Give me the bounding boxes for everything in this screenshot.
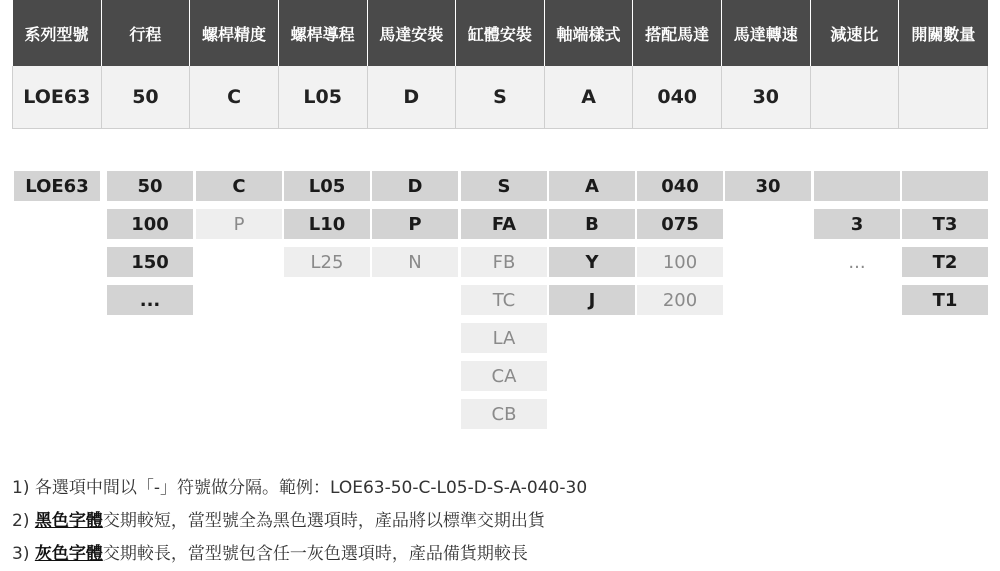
- option-col4-row1: L05: [284, 171, 370, 201]
- note-3: [12, 538, 988, 571]
- notes-list: [12, 472, 988, 571]
- option-col6-row1: S: [461, 171, 547, 201]
- option-col3-row2: P: [196, 209, 282, 239]
- example-row: [13, 66, 988, 129]
- option-col5-row2: P: [372, 209, 458, 239]
- option-col7-row4: J: [549, 285, 635, 315]
- option-col8-row4: 200: [637, 285, 723, 315]
- option-col11-row1: [902, 171, 988, 201]
- example-motor: 040: [633, 66, 722, 129]
- option-col6-row7: CB: [461, 399, 547, 429]
- option-col1-row1: LOE63: [14, 171, 100, 201]
- example-motor-speed: 30: [722, 66, 811, 129]
- option-col8-row3: 100: [637, 247, 723, 277]
- note-2-number: 2): [12, 511, 30, 531]
- option-col7-row1: A: [549, 171, 635, 201]
- col-body-mount: 缸體安裝: [456, 0, 545, 66]
- note-3-text: 交期較長，當型號包含任一灰色選項時，產品備貨期較長: [102, 544, 528, 564]
- model-code-table: [12, 0, 988, 129]
- example-stroke: 50: [101, 66, 190, 129]
- note-3-highlight: 灰色字體: [34, 544, 103, 564]
- example-series: LOE63: [13, 66, 102, 129]
- col-reduction-ratio: 減速比: [810, 0, 899, 66]
- option-col4-row3: L25: [284, 247, 370, 277]
- option-col11-row3: T2: [902, 247, 988, 277]
- option-col11-row2: T3: [902, 209, 988, 239]
- note-1-number: 1): [12, 478, 30, 498]
- example-switch-count: [899, 66, 988, 129]
- option-col8-row1: 040: [637, 171, 723, 201]
- option-col2-row2: 100: [107, 209, 193, 239]
- note-3-number: 3): [12, 544, 30, 564]
- option-col6-row3: FB: [461, 247, 547, 277]
- option-col5-row1: D: [372, 171, 458, 201]
- note-2-highlight: 黑色字體: [34, 511, 103, 531]
- option-col6-row6: CA: [461, 361, 547, 391]
- option-col10-row1: [814, 171, 900, 201]
- example-shaft-end: A: [544, 66, 633, 129]
- col-stroke: 行程: [101, 0, 190, 66]
- col-switch-count: 開關數量: [899, 0, 988, 66]
- note-1: [12, 472, 988, 505]
- example-screw-lead: L05: [278, 66, 367, 129]
- option-col2-row4: ...: [107, 285, 193, 315]
- option-col2-row3: 150: [107, 247, 193, 277]
- option-col6-row2: FA: [461, 209, 547, 239]
- example-body-mount: S: [456, 66, 545, 129]
- col-motor-speed: 馬達轉速: [722, 0, 811, 66]
- col-motor-mount: 馬達安裝: [367, 0, 456, 66]
- note-2: [12, 505, 988, 538]
- option-col10-row2: 3: [814, 209, 900, 239]
- option-col9-row1: 30: [725, 171, 811, 201]
- col-motor: 搭配馬達: [633, 0, 722, 66]
- col-screw-precision: 螺桿精度: [190, 0, 279, 66]
- option-col7-row2: B: [549, 209, 635, 239]
- col-screw-lead: 螺桿導程: [278, 0, 367, 66]
- option-col11-row4: T1: [902, 285, 988, 315]
- option-col7-row3: Y: [549, 247, 635, 277]
- option-col6-row4: TC: [461, 285, 547, 315]
- example-screw-precision: C: [190, 66, 279, 129]
- option-col5-row3: N: [372, 247, 458, 277]
- header-row: [13, 0, 988, 66]
- example-reduction-ratio: [810, 66, 899, 129]
- option-col6-row5: LA: [461, 323, 547, 353]
- note-1-text: 各選項中間以「-」符號做分隔。範例：LOE63-50-C-L05-D-S-A-040-30: [34, 478, 588, 498]
- option-col2-row1: 50: [107, 171, 193, 201]
- col-series: 系列型號: [13, 0, 102, 66]
- option-col3-row1: C: [196, 171, 282, 201]
- option-col8-row2: 075: [637, 209, 723, 239]
- example-motor-mount: D: [367, 66, 456, 129]
- option-col10-row3: ...: [848, 251, 866, 273]
- note-2-text: 交期較短，當型號全為黑色選項時，產品將以標準交期出貨: [102, 511, 545, 531]
- col-shaft-end: 軸端樣式: [544, 0, 633, 66]
- option-col4-row2: L10: [284, 209, 370, 239]
